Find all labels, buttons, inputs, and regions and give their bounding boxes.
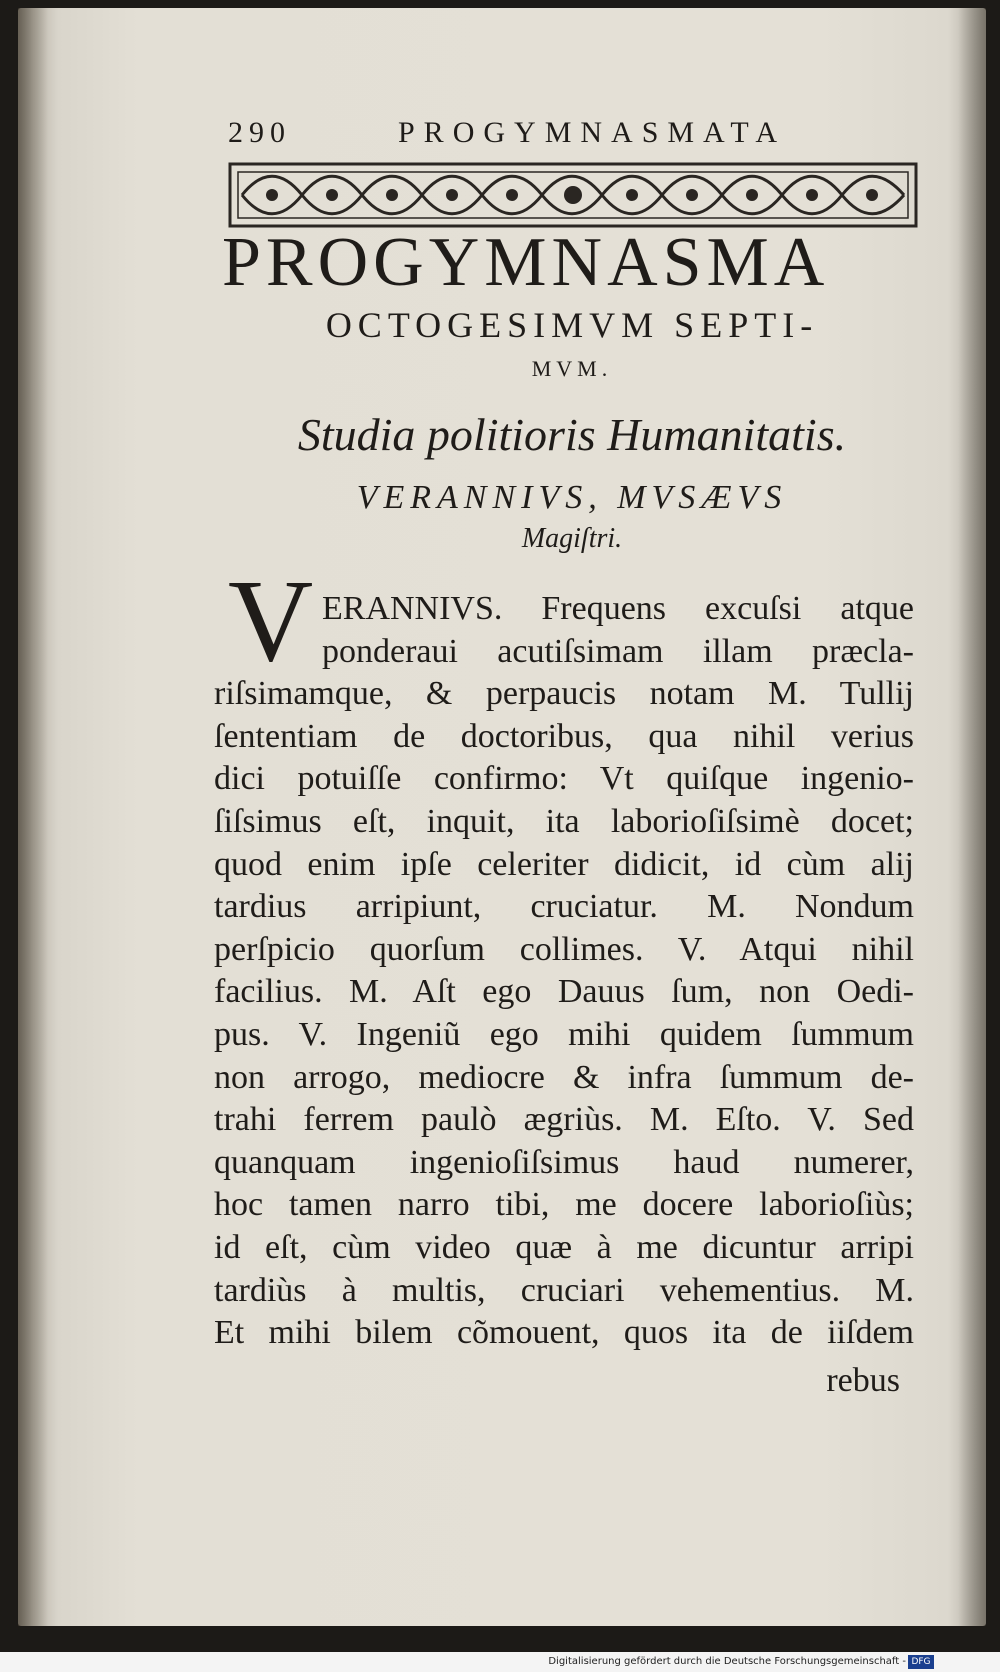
text-line: tardiùs à multis, cruciari vehementius. M.: [214, 1271, 914, 1309]
dfg-logo-icon: DFG: [908, 1655, 934, 1669]
text-line: facilius. M. Aſt ego Dauus ſum, non Oedi-: [214, 973, 914, 1011]
text-line: Et mihi bilem cõmouent, quos ita de iiſdem: [214, 1314, 914, 1352]
text-line: quanquam ingenioſiſsimus haud numerer,: [214, 1143, 914, 1181]
text-line: tardius arripiunt, cruciatur. M. Nondum: [214, 888, 914, 926]
catchword: rebus: [826, 1362, 900, 1399]
text-line: non arrogo, mediocre & infra ſummum de-: [214, 1058, 914, 1096]
ornamental-headpiece-icon: [228, 160, 918, 230]
drop-cap: V: [228, 555, 314, 686]
interlocutors: VERANNIVS, MVSÆVS: [356, 479, 788, 516]
page-number: 290: [228, 116, 291, 149]
subtitle-line-2: MVM.: [531, 356, 613, 381]
text-line: quod enim ipſe celeriter didicit, id cùm alij: [214, 845, 914, 883]
text-line: perſpicio quorſum collimes. V. Atqui nihil: [214, 930, 914, 968]
footer-bar: [0, 1652, 1000, 1672]
text-line: riſsimamque, & perpaucis notam M. Tullij: [214, 675, 914, 713]
subtitle-line-1: OCTOGESIMVM SEPTI-: [325, 305, 819, 345]
running-title: PROGYMNASMATA: [398, 116, 786, 149]
text-line: ſententiam de doctoribus, qua nihil verius: [214, 717, 914, 755]
text-line: ponderaui acutiſsimam illam præcla-: [322, 632, 914, 670]
text-line: trahi ferrem paulò ægriùs. M. Eſto. V. Sed: [214, 1101, 914, 1139]
page-edge-shadow: [958, 8, 986, 1626]
text-line: hoc tamen narro tibi, me docere laborioſiùs;: [214, 1186, 914, 1224]
footer-credit: Digitalisierung gefördert durch die Deutsche Forschungsgemeinschaft -: [548, 1656, 906, 1667]
section-title: Studia politioris Humanitatis.: [297, 409, 847, 460]
text-line: ſiſsimus eſt, inquit, ita laborioſiſsimè docet;: [214, 802, 914, 840]
text-line: ERANNIVS. Frequens excuſsi atque: [322, 590, 914, 627]
interlocutor-role: Magiſtri.: [521, 523, 623, 554]
text-line: dici potuiſſe confirmo: Vt quiſque ingenio-: [214, 760, 914, 798]
running-head: [228, 116, 788, 156]
text-line: pus. V. Ingeniũ ego mihi quidem ſummum: [214, 1015, 914, 1053]
main-title: PROGYMNASMA: [222, 224, 830, 301]
body-text: [214, 588, 914, 1355]
text-line: id eſt, cùm video quæ à me dicuntur arripi: [214, 1228, 914, 1266]
page-gutter-shadow: [18, 8, 48, 1626]
